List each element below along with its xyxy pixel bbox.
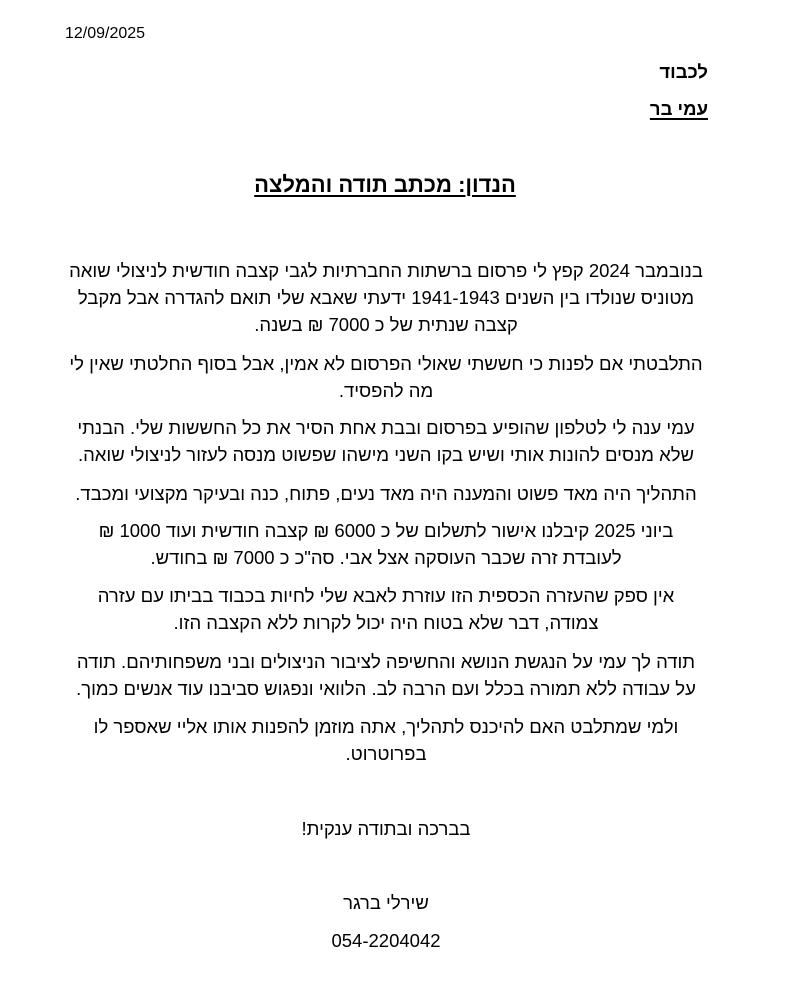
body-paragraph (0, 480, 772, 507)
body-line: מה להפסיד. (338, 379, 434, 401)
body-line: אין ספק שהעזרה הכספית הזו עוזרת לאבא שלי לחיות בכבוד בביתו עם עזרה (97, 584, 675, 606)
signature-phone (0, 927, 772, 954)
body-paragraph (0, 414, 772, 468)
body-paragraph (0, 257, 772, 338)
signature-name (0, 889, 772, 916)
body-paragraph (0, 648, 772, 702)
body-line: צמודה, דבר שלא בטוח היה יכול לקרות ללא הקצבה הזו. (173, 611, 599, 633)
body-line: עמי ענה לי לטלפון שהופיע בפרסום ובבת אחת הסיר את כל החששות שלי. הבנתי (77, 416, 695, 438)
body-line: בנובמבר 2024 קפץ לי פרסום ברשתות החברתיות לגבי קצבה חודשית לניצולי שואה (69, 259, 703, 281)
body-line: ביוני 2025 קיבלנו אישור לתשלום של כ 6000 ₪ קצבה חודשית ועוד 1000 ₪ (98, 519, 674, 541)
body-line: לעובדת זרה שכבר העוסקה אצל אבי. סה"כ כ 7000 ₪ בחודש. (150, 546, 622, 568)
body-paragraph (0, 350, 772, 404)
body-line: תודה לך עמי על הנגשת הנושא והחשיפה לציבור הניצולים ובני משפחותיהם. תודה (76, 650, 696, 672)
addressee-label: לכבוד (659, 60, 708, 82)
body-paragraph (0, 517, 772, 571)
letter-date: 12/09/2025 (65, 25, 146, 42)
body-line: שלא מנסים להונות אותי ושיש בקו השני מישהו שפשוט מנסה לעזור לניצולי שואה. (77, 443, 695, 465)
closing-line (0, 815, 772, 842)
body-line: קצבה שנתית של כ 7000 ₪ בשנה. (254, 313, 518, 335)
body-line: התלבטתי אם לפנות כי חששתי שאולי הפרסום לא אמין, אבל בסוף החלטתי שאין לי (69, 352, 703, 374)
body-paragraph (0, 582, 772, 636)
body-paragraph (0, 713, 772, 767)
addressee-name: עמי בר (649, 97, 708, 119)
signature-name-text: שירלי ברגר (343, 891, 429, 913)
signature-phone-text: 054-2204042 (331, 929, 441, 951)
closing-text: בברכה ובתודה ענקית! (301, 817, 471, 839)
body-line: מטוניס שנולדו בין השנים 1941-1943 ידעתי שאבא שלי תואם להגדרה אבל מקבל (77, 286, 695, 308)
subject-line: הנדון: מכתב תודה והמלצה (254, 172, 516, 197)
body-line: ולמי שמתלבט האם להיכנס לתהליך, אתה מוזמן להפנות אותו אליי שאספר לו (93, 715, 679, 737)
body-line: על עבודה ללא תמורה בכלל ועם הרבה לב. הלוואי ונפגוש סביבנו עוד אנשים כמוך. (76, 677, 696, 699)
body-line: התהליך היה מאד פשוט והמענה היה מאד נעים, פתוח, כנה ובעיקר מקצועי ומכבד. (75, 482, 697, 504)
body-line: בפרוטרוט. (345, 742, 427, 764)
